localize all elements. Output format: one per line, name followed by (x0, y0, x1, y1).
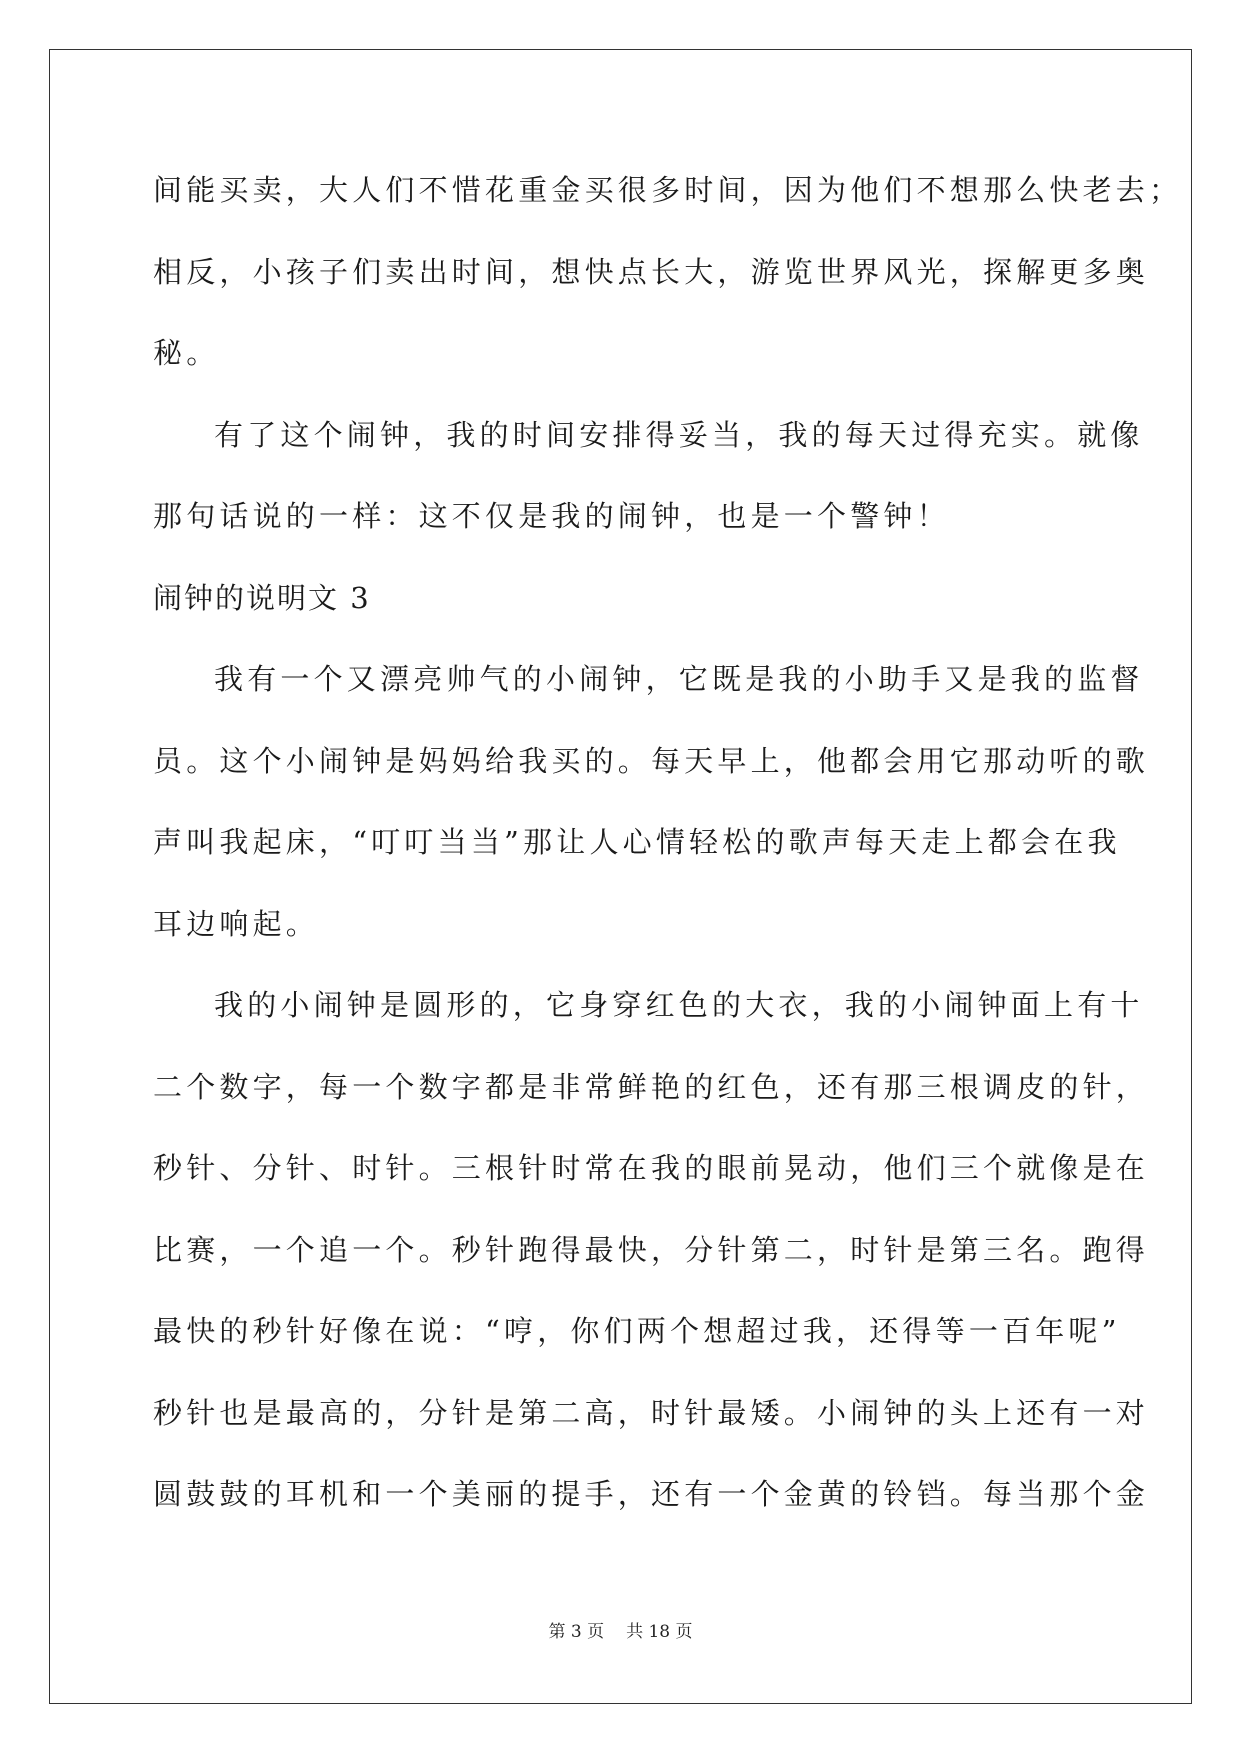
text-line: 秘。 (153, 336, 220, 370)
text-line: 耳边响起。 (153, 906, 320, 941)
text-line: 秒针、分针、时针。三根针时常在我的眼前晃动，他们三个就像是在 (153, 1151, 1150, 1185)
text-line: 最快的秒针好像在说：“哼，你们两个想超过我，还得等一百年呢” (153, 1314, 1121, 1348)
text-line: 我有一个又漂亮帅气的小闹钟，它既是我的小助手又是我的监督 (214, 662, 1144, 696)
text-line: 圆鼓鼓的耳机和一个美丽的提手，还有一个金黄的铃铛。每当那个金 (153, 1477, 1150, 1511)
text-line: 秒针也是最高的，分针是第二高，时针最矮。小闹钟的头上还有一对 (153, 1395, 1150, 1430)
text-line: 我的小闹钟是圆形的，它身穿红色的大衣，我的小闹钟面上有十 (214, 988, 1144, 1022)
section-heading: 闹钟的说明文 3 (153, 580, 371, 615)
page-total: 共 18 页 (626, 1622, 693, 1642)
document-body (153, 150, 1183, 1536)
text-line: 员。这个小闹钟是妈妈给我买的。每天早上，他都会用它那动听的歌 (153, 743, 1150, 778)
text-line: 有了这个闹钟，我的时间安排得妥当，我的每天过得充实。就像 (214, 417, 1144, 452)
text-line: 比赛，一个追一个。秒针跑得最快，分针第二，时针是第三名。跑得 (153, 1232, 1150, 1267)
text-line: 间能买卖，大人们不惜花重金买很多时间，因为他们不想那么快老去； (153, 173, 1183, 207)
text-line: 相反，小孩子们卖出时间，想快点长大，游览世界风光，探解更多奥 (153, 254, 1150, 289)
text-line: 那句话说的一样：这不仅是我的闹钟，也是一个警钟！ (153, 499, 950, 533)
page-footer (0, 1617, 1241, 1642)
text-line: 二个数字，每一个数字都是非常鲜艳的红色，还有那三根调皮的针， (153, 1069, 1150, 1104)
page-number: 第 3 页 (548, 1622, 605, 1642)
text-line: 声叫我起床，“叮叮当当”那让人心情轻松的歌声每天走上都会在我 (153, 825, 1121, 859)
